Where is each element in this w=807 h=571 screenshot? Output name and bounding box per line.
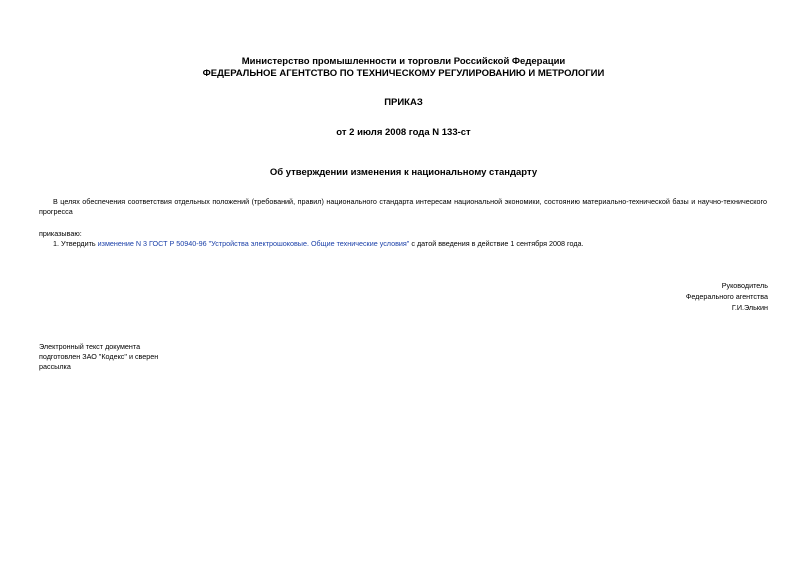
signature-title: Руководитель <box>721 281 768 290</box>
document-type-heading: ПРИКАЗ <box>384 97 423 108</box>
signature-name: Г.И.Элькин <box>731 303 768 312</box>
footer-line-3: рассылка <box>39 362 71 371</box>
signature-block <box>686 280 768 313</box>
document-date: от 2 июля 2008 года N 133-ст <box>336 127 471 138</box>
footer-note <box>39 342 158 372</box>
order-item-1-suffix: с датой введения в действие 1 сентября 2008 года. <box>409 239 584 248</box>
preamble-paragraph: В целях обеспечения соответствия отдельных положений (требований, правил) национального стандарта интересам национальной экономики, состоянию материально-технической базы и научно-технического прогресса <box>39 197 767 216</box>
order-item-1 <box>39 239 767 249</box>
standard-amendment-link[interactable]: изменение N 3 ГОСТ Р 50940-96 "Устройства электрошоковые. Общие технические условия" <box>97 239 410 248</box>
order-word: приказываю: <box>39 229 82 238</box>
order-item-1-prefix: 1. Утвердить <box>53 239 98 248</box>
footer-line-1: Электронный текст документа <box>39 342 141 351</box>
signature-organization: Федерального агентства <box>685 292 768 301</box>
agency-heading: ФЕДЕРАЛЬНОЕ АГЕНТСТВО ПО ТЕХНИЧЕСКОМУ РЕГУЛИРОВАНИЮ И МЕТРОЛОГИИ <box>202 68 605 79</box>
ministry-heading: Министерство промышленности и торговли Российской Федерации <box>241 56 566 67</box>
document-subject: Об утверждении изменения к национальному стандарту <box>269 167 538 178</box>
footer-line-2: подготовлен ЗАО "Кодекс" и сверен <box>39 352 159 361</box>
